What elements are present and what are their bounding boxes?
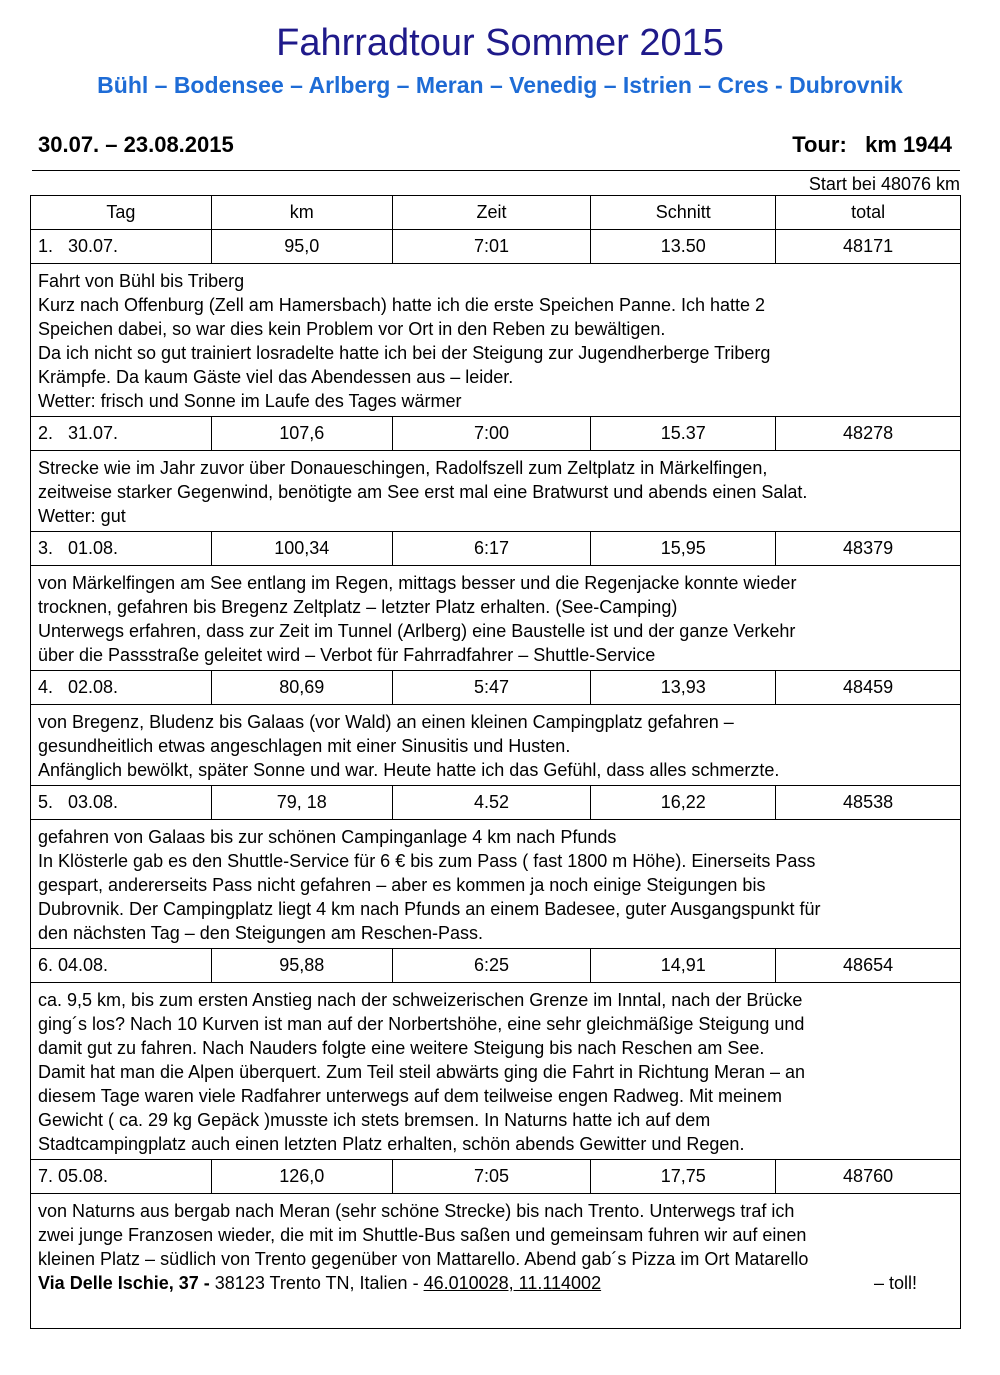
date-range: 30.07. – 23.08.2015: [38, 132, 234, 157]
day-total-cell: 48171: [776, 230, 961, 264]
description-line: Unterwegs erfahren, dass zur Zeit im Tunnel (Arlberg) eine Baustelle ist und der ganze Verkehr: [38, 621, 796, 641]
day-zeit-cell: 6:25: [392, 949, 591, 983]
table-header-row: [31, 196, 961, 230]
description-line: von Bregenz, Bludenz bis Galaas (vor Wald) an einen kleinen Campingplatz gefahren –: [38, 712, 734, 732]
day-zeit-cell: 7:01: [392, 230, 591, 264]
description-line: gefahren von Galaas bis zur schönen Campinganlage 4 km nach Pfunds: [38, 827, 617, 847]
description-line: gespart, andererseits Pass nicht gefahren – aber es kommen ja noch einige Steigungen bis: [38, 875, 766, 895]
description-line: Gewicht ( ca. 29 kg Gepäck )musste ich stets bremsen. In Naturns hatte ich auf dem: [38, 1110, 711, 1130]
description-line: zeitweise starker Gegenwind, benötigte am See erst mal eine Bratwurst und abends einen Salat.: [38, 482, 808, 502]
day-schnitt-cell: 16,22: [591, 786, 776, 820]
description-line: von Naturns aus bergab nach Meran (sehr schöne Strecke) bis nach Trento. Unterwegs traf ich: [38, 1201, 795, 1221]
day-description-row: [31, 566, 961, 671]
day-description: [31, 705, 961, 786]
description-line: Stadtcampingplatz auch einen letzten Platz erhalten, schön abends Gewitter und Regen.: [38, 1134, 745, 1154]
day-schnitt-cell: 17,75: [591, 1160, 776, 1194]
description-line: diesem Tage waren viele Radfahrer unterwegs auf dem teilweise engen Radweg. Mit meinem: [38, 1086, 783, 1106]
day-tag-cell: 3. 01.08.: [31, 532, 212, 566]
description-line: gesundheitlich etwas angeschlagen mit einer Sinusitis und Husten.: [38, 736, 571, 756]
day-tag-cell: 4. 02.08.: [31, 671, 212, 705]
description-line: Da ich nicht so gut trainiert losradelte hatte ich bei der Steigung zur Jugendherberge Triberg: [38, 343, 771, 363]
description-line: Fahrt von Bühl bis Triberg: [38, 271, 245, 291]
header-divider: [32, 170, 960, 171]
start-odometer: Start bei 48076 km: [808, 174, 960, 194]
tour-log-body: [31, 230, 961, 1329]
address-line: [38, 1271, 953, 1295]
description-line: ca. 9,5 km, bis zum ersten Anstieg nach der schweizerischen Grenze im Inntal, nach der Brücke: [38, 990, 803, 1010]
day-total-cell: 48278: [776, 417, 961, 451]
tour-log-table: [30, 195, 961, 1329]
day-description: [31, 264, 961, 417]
day-tag-cell: 7. 05.08.: [31, 1160, 212, 1194]
day-zeit-cell: 7:00: [392, 417, 591, 451]
address-separator: -: [198, 1273, 215, 1293]
day-stats-row: [31, 671, 961, 705]
day-description: [31, 1194, 961, 1329]
day-stats-row: [31, 417, 961, 451]
column-header-tag: Tag: [31, 196, 212, 230]
day-total-cell: 48760: [776, 1160, 961, 1194]
day-km-cell: 95,88: [211, 949, 392, 983]
description-line: Wetter: frisch und Sonne im Laufe des Tages wärmer: [38, 391, 462, 411]
day-km-cell: 80,69: [211, 671, 392, 705]
description-line: damit gut zu fahren. Nach Nauders folgte eine weitere Steigung bis nach Reschen am See.: [38, 1038, 765, 1058]
day-total-cell: 48654: [776, 949, 961, 983]
description-line: trocknen, gefahren bis Bregenz Zeltplatz – letzter Platz erhalten. (See-Camping): [38, 597, 678, 617]
day-description-row: [31, 264, 961, 417]
day-description: [31, 820, 961, 949]
address-city: 38123 Trento TN, Italien -: [214, 1273, 424, 1293]
description-line: Krämpfe. Da kaum Gäste viel das Abendessen aus – leider.: [38, 367, 514, 387]
description-line: Dubrovnik. Der Campingplatz liegt 4 km nach Pfunds an einem Badesee, guter Ausgangspunkt für: [38, 899, 821, 919]
day-stats-row: [31, 230, 961, 264]
description-line: Anfänglich bewölkt, später Sonne und war. Heute hatte ich das Gefühl, dass alles schmerzte.: [38, 760, 780, 780]
day-km-cell: 95,0: [211, 230, 392, 264]
address-remark: – toll!: [873, 1273, 917, 1293]
day-total-cell: 48459: [776, 671, 961, 705]
day-tag-cell: 2. 31.07.: [31, 417, 212, 451]
day-schnitt-cell: 14,91: [591, 949, 776, 983]
description-line: Speichen dabei, so war dies kein Problem vor Ort in den Reben zu bewältigen.: [38, 319, 666, 339]
day-schnitt-cell: 13,93: [591, 671, 776, 705]
column-header-schnitt: Schnitt: [591, 196, 776, 230]
column-header-total: total: [776, 196, 961, 230]
day-km-cell: 126,0: [211, 1160, 392, 1194]
column-header-km: km: [211, 196, 392, 230]
day-stats-row: [31, 786, 961, 820]
description-line: ging´s los? Nach 10 Kurven ist man auf der Norbertshöhe, eine sehr gleichmäßige Steigung und: [38, 1014, 805, 1034]
day-description: [31, 451, 961, 532]
day-total-cell: 48538: [776, 786, 961, 820]
day-tag-cell: 1. 30.07.: [31, 230, 212, 264]
day-stats-row: [31, 1160, 961, 1194]
description-line: über die Passstraße geleitet wird – Verbot für Fahrradfahrer – Shuttle-Service: [38, 645, 656, 665]
day-km-cell: 79, 18: [211, 786, 392, 820]
day-description-row: [31, 820, 961, 949]
address-street: Via Delle Ischie, 37: [38, 1273, 199, 1293]
description-line: kleinen Platz – südlich von Trento gegenüber von Mattarello. Abend gab´s Pizza im Ort Matarello: [38, 1249, 809, 1269]
description-line: Damit hat man die Alpen überquert. Zum Teil steil abwärts ging die Fahrt in Richtung Meran – an: [38, 1062, 806, 1082]
description-line: Strecke wie im Jahr zuvor über Donaueschingen, Radolfszell zum Zeltplatz in Märkelfingen,: [38, 458, 768, 478]
address-coordinates-link[interactable]: 46.010028, 11.114002: [423, 1273, 602, 1293]
day-description: [31, 566, 961, 671]
day-description-row: [31, 705, 961, 786]
description-line: In Klösterle gab es den Shuttle-Service für 6 € bis zum Pass ( fast 1800 m Höhe). Einerseits Pass: [38, 851, 816, 871]
day-zeit-cell: 7:05: [392, 1160, 591, 1194]
page-title: Fahrradtour Sommer 2015: [276, 22, 724, 64]
day-km-cell: 107,6: [211, 417, 392, 451]
day-schnitt-cell: 15.37: [591, 417, 776, 451]
description-line: von Märkelfingen am See entlang im Regen, mittags besser und die Regenjacke konnte wieder: [38, 573, 797, 593]
day-total-cell: 48379: [776, 532, 961, 566]
day-zeit-cell: 4.52: [392, 786, 591, 820]
day-description-row: [31, 1194, 961, 1329]
day-tag-cell: 5. 03.08.: [31, 786, 212, 820]
day-schnitt-cell: 15,95: [591, 532, 776, 566]
description-line: den nächsten Tag – den Steigungen am Reschen-Pass.: [38, 923, 483, 943]
day-zeit-cell: 5:47: [392, 671, 591, 705]
day-km-cell: 100,34: [211, 532, 392, 566]
description-line: zwei junge Franzosen wieder, die mit im Shuttle-Bus saßen und gemeinsam fuhren wir auf einen: [38, 1225, 807, 1245]
description-line: Wetter: gut: [38, 506, 126, 526]
day-description-row: [31, 983, 961, 1160]
day-stats-row: [31, 949, 961, 983]
day-description-row: [31, 451, 961, 532]
day-description: [31, 983, 961, 1160]
tour-total-km: Tour: km 1944: [792, 132, 952, 157]
description-line: Kurz nach Offenburg (Zell am Hamersbach) hatte ich die erste Speichen Panne. Ich hatte 2: [38, 295, 766, 315]
day-schnitt-cell: 13.50: [591, 230, 776, 264]
route-subtitle: Bühl – Bodensee – Arlberg – Meran – Venedig – Istrien – Cres - Dubrovnik: [97, 72, 903, 98]
day-tag-cell: 6. 04.08.: [31, 949, 212, 983]
column-header-zeit: Zeit: [392, 196, 591, 230]
day-stats-row: [31, 532, 961, 566]
day-zeit-cell: 6:17: [392, 532, 591, 566]
